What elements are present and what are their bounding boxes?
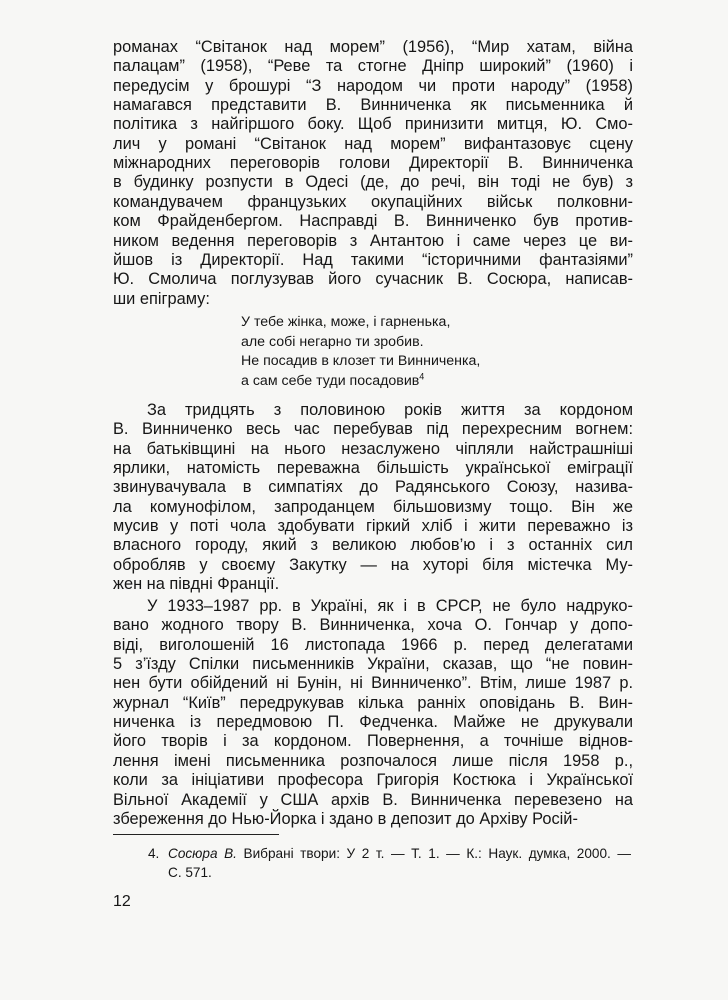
footnote-text (168, 845, 631, 863)
poem-line (241, 313, 450, 332)
poem-line-text: Не посадив в клозет ти Винниченка, (241, 353, 481, 369)
text-line: ником ведення переговорів з Антантою і саме через це ви- (113, 231, 633, 250)
footnote-text-line1: Вибрані твори: У 2 т. — Т. 1. — К.: Наук. думка, 2000. — (236, 846, 631, 861)
text-line: віді, виголошеній 16 листопада 1966 р. перед делегатами (113, 635, 633, 654)
text-line: За тридцять з половиною років життя за кордоном (147, 401, 633, 419)
text-line: вано жодного твору В. Винниченка, хоча О. Гончар у допо- (113, 616, 633, 635)
text-line: командувачем французьких окупаційних військ полковни- (113, 192, 633, 211)
poem-line-text: У тебе жінка, може, і гарненька, (241, 314, 451, 330)
poem-line-text: а сам себе туди посадовив (241, 372, 420, 389)
text-line: ярлики, натомість переважна більшість української еміграції (113, 459, 633, 478)
text-line: звинувачувала в симпатіях до Радянського Союзу, назива- (113, 478, 633, 497)
text-line: мусив у поті чола здобувати гіркий хліб і жити переважно із (113, 517, 633, 536)
text-line: Ю. Смолича поглузував його сучасник В. Сосюра, написав- (113, 270, 633, 289)
text-line: в будинку розпусти в Одесі (де, до речі, він тоді не був) з (113, 173, 633, 192)
text-line: його творів і за кордоном. Повернення, а точніше віднов- (113, 732, 633, 751)
text-line: Вільної Академії у США архів В. Винниченка перевезено на (113, 790, 633, 809)
text-line: жен на півдні Франції. (113, 575, 280, 594)
text-line: обробляв у своєму Закутку — на хуторі біля містечка Му- (113, 555, 633, 574)
text-line: власного городу, який з великою любов’ю і з останніх сил (113, 536, 633, 555)
poem-line-text: але собі негарно ти зробив. (241, 333, 424, 350)
footnote-divider (113, 834, 279, 835)
text-line: лення імені письменника розпочалося лише після 1958 р., (113, 751, 633, 770)
text-line: палацам” (1958), “Реве та стогне Дніпр широкий” (1960) і (113, 57, 633, 76)
text-line: лич у романі “Світанок над морем” вифантазовує сцену (113, 134, 633, 153)
text-line: на батьківщині на нього незаслужено чіпляли найстрашніші (113, 439, 633, 458)
text-line: політика з найгіршого боку. Щоб принизити митця, Ю. Смо- (113, 115, 633, 134)
text-line: ла комунофілом, запроданцем більшовизму тощо. Він же (113, 497, 633, 516)
poem-line (241, 372, 424, 391)
text-line: збереження до Нью-Йорка і здано в депозит до Архіву Росій- (113, 809, 578, 828)
text-line: коли за ініціативи професора Григорія Костюка і Української (113, 771, 633, 790)
text-line: ши епіграму: (113, 289, 210, 308)
footnote-number: 4. (148, 846, 160, 861)
text-line: нен бути обійдений ні Бунін, ні Винниченко”. Втім, лише 1987 р. (113, 674, 633, 693)
text-line: ком Фрайденбергом. Насправді В. Винниченко був против- (113, 212, 633, 231)
poem-line (241, 333, 424, 352)
text-line: міжнародних переговорів голови Директорії В. Винниченка (113, 154, 633, 173)
text-line: йшов із Директорії. Над такими “історичними фантазіями” (113, 250, 633, 269)
text-line: ниченка із передмовою П. Федченка. Майже не друкували (113, 713, 633, 732)
text-line: 5 з’їзду Спілки письменників України, сказав, що “не повин- (113, 655, 633, 674)
text-line: В. Винниченко весь час перебував під перехресним вогнем: (113, 420, 633, 439)
text-line: У 1933–1987 рр. в Україні, як і в СРСР, не було надруко- (147, 597, 633, 615)
footnote-reference: 4 (419, 370, 425, 381)
text-line: передусім у брошурі “З народом чи проти народу” (1958) (113, 76, 633, 95)
footnote-author: Сосюра В. (168, 846, 237, 861)
text-line: намагався представити В. Винниченка як письменника й (113, 96, 633, 115)
page-number: 12 (113, 893, 131, 910)
text-line: журнал “Київ” передрукував кілька ранніх оповідань В. Вин- (113, 693, 633, 712)
poem-line (241, 352, 480, 371)
footnote-text-line2: С. 571. (168, 865, 212, 880)
text-line: романах “Світанок над морем” (1956), “Мир хатам, війна (113, 38, 633, 56)
